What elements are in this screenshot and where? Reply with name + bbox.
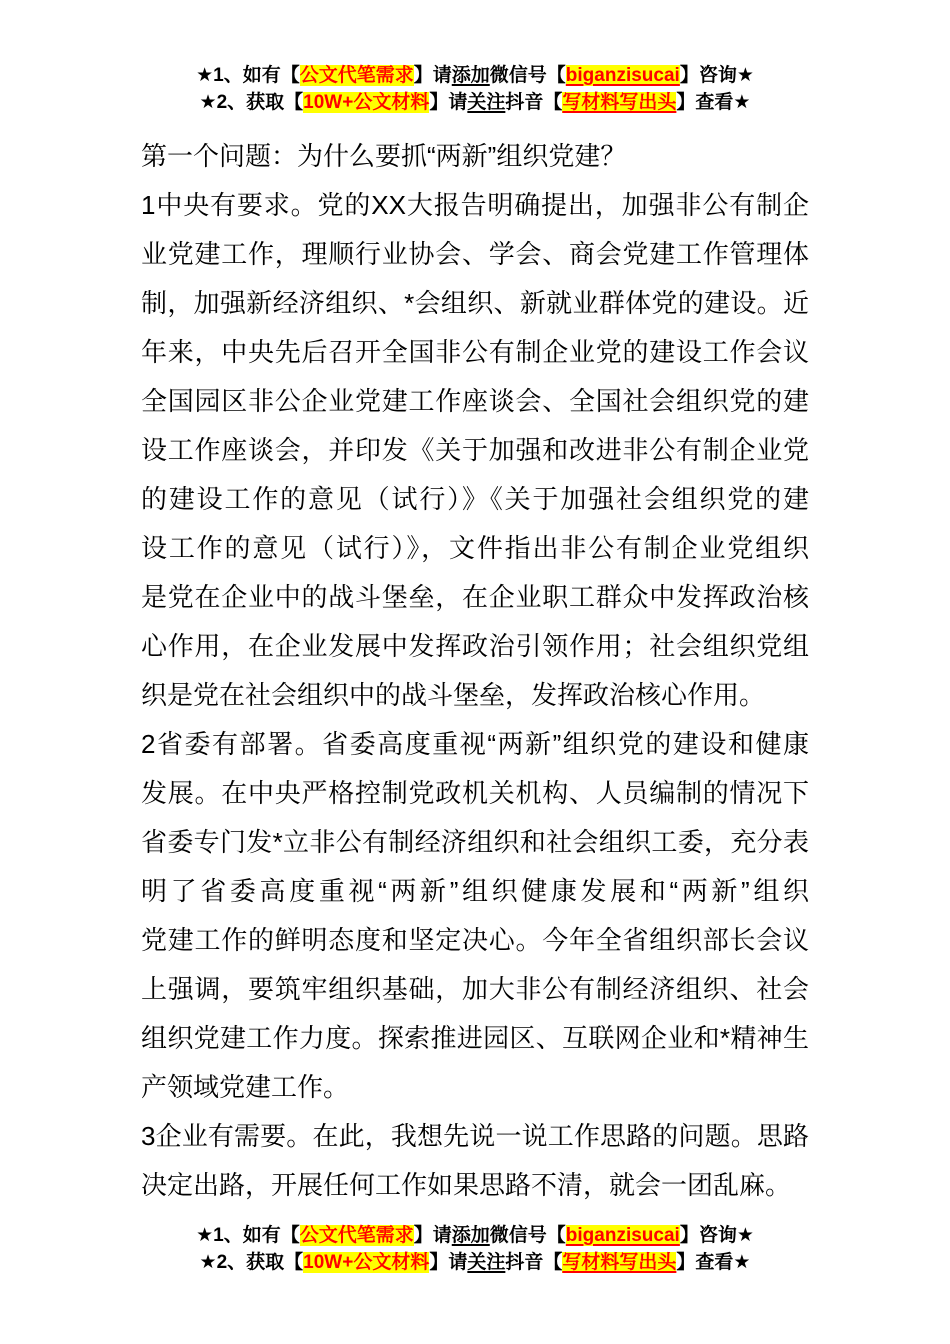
- banner-text-segment: 】请: [413, 1225, 452, 1246]
- banner-underlined-text: 添加: [451, 1225, 490, 1246]
- banner-highlight-douyin-id: 写材料写出头: [562, 1252, 677, 1273]
- banner-text-segment: 微信号【: [489, 1225, 566, 1246]
- section-heading: [141, 132, 809, 181]
- banner-text-segment: 】咨询★: [679, 1225, 754, 1246]
- banner-highlight-materials: 10W+公文材料: [303, 1252, 430, 1273]
- body-line: 省委专门发*立非公有制经济组织和社会组织工委，充分表: [141, 827, 809, 857]
- banner-highlight-service: 公文代笔需求: [299, 1225, 414, 1246]
- promo-banner-bottom: [0, 1222, 950, 1276]
- body-line: 组织党建工作力度。探索推进园区、互联网企业和*精神生: [141, 1023, 809, 1053]
- banner-text-segment: 抖音【: [505, 1252, 563, 1273]
- banner-text-segment: 】咨询★: [679, 65, 754, 86]
- banner-text-segment: 】查看★: [676, 92, 751, 113]
- promo-banner-top-line-2: [0, 89, 950, 116]
- banner-text-segment: ★2、获取【: [199, 1252, 304, 1273]
- body-line: 1中央有要求。党的XX大报告明确提出，加强非公有制企: [141, 190, 809, 220]
- body-line: 织是党在社会组织中的战斗堡垒，发挥政治核心作用。: [141, 680, 766, 710]
- banner-text-segment: 】请: [429, 1252, 468, 1273]
- paragraph-provincial-deployment: [141, 720, 809, 1112]
- banner-underlined-text: 关注: [467, 92, 506, 113]
- banner-underlined-text: 添加: [451, 65, 490, 86]
- document-body: [141, 132, 809, 1210]
- body-line: 发展。在中央严格控制党政机关机构、人员编制的情况下: [141, 778, 809, 808]
- body-line: 3企业有需要。在此，我想先说一说工作思路的问题。思路: [141, 1121, 809, 1151]
- body-line: 心作用，在企业发展中发挥政治引领作用；社会组织党组: [141, 631, 809, 661]
- promo-banner-bottom-line-2: [0, 1249, 950, 1276]
- body-line: 全国园区非公企业党建工作座谈会、全国社会组织党的建: [141, 386, 809, 416]
- banner-highlight-service: 公文代笔需求: [299, 65, 414, 86]
- body-line: 产领域党建工作。: [141, 1072, 350, 1102]
- body-line: 上强调，要筑牢组织基础，加大非公有制经济组织、社会: [141, 974, 809, 1004]
- paragraph-central-requirement: [141, 181, 809, 720]
- promo-banner-top-line-1: [0, 62, 950, 89]
- banner-text-segment: 】请: [413, 65, 452, 86]
- banner-highlight-douyin-id: 写材料写出头: [562, 92, 677, 113]
- body-line: 年来，中央先后召开全国非公有制企业党的建设工作会议: [141, 337, 809, 367]
- body-line: 2省委有部署。省委高度重视“两新”组织党的建设和健康: [141, 729, 809, 759]
- banner-text-segment: ★1、如有【: [196, 65, 300, 86]
- body-line: 制，加强新经济组织、*会组织、新就业群体党的建设。近: [141, 288, 809, 318]
- paragraph-enterprise-need: [141, 1112, 809, 1210]
- body-line: 决定出路，开展任何工作如果思路不清，就会一团乱麻。: [141, 1170, 792, 1200]
- heading-line: 第一个问题：为什么要抓“两新”组织党建？: [141, 141, 627, 171]
- banner-text-segment: 微信号【: [489, 65, 566, 86]
- banner-text-segment: 抖音【: [505, 92, 563, 113]
- banner-highlight-wechat-id: biganzisucai: [565, 65, 680, 86]
- body-line: 是党在企业中的战斗堡垒，在企业职工群众中发挥政治核: [141, 582, 809, 612]
- banner-text-segment: 】查看★: [676, 1252, 751, 1273]
- body-line: 设工作座谈会，并印发《关于加强和改进非公有制企业党: [141, 435, 809, 465]
- banner-highlight-materials: 10W+公文材料: [303, 92, 430, 113]
- body-line: 业党建工作，理顺行业协会、学会、商会党建工作管理体: [141, 239, 809, 269]
- banner-underlined-text: 关注: [467, 1252, 506, 1273]
- banner-text-segment: 】请: [429, 92, 468, 113]
- promo-banner-bottom-line-1: [0, 1222, 950, 1249]
- body-line: 的建设工作的意见（试行）》《关于加强社会组织党的建: [141, 484, 809, 514]
- banner-highlight-wechat-id: biganzisucai: [565, 1225, 680, 1246]
- promo-banner-top: [0, 0, 950, 116]
- body-line: 党建工作的鲜明态度和坚定决心。今年全省组织部长会议: [141, 925, 809, 955]
- body-line: 明了省委高度重视“两新”组织健康发展和“两新”组织: [141, 876, 809, 906]
- banner-text-segment: ★1、如有【: [196, 1225, 300, 1246]
- banner-text-segment: ★2、获取【: [199, 92, 304, 113]
- body-line: 设工作的意见（试行）》，文件指出非公有制企业党组织: [141, 533, 809, 563]
